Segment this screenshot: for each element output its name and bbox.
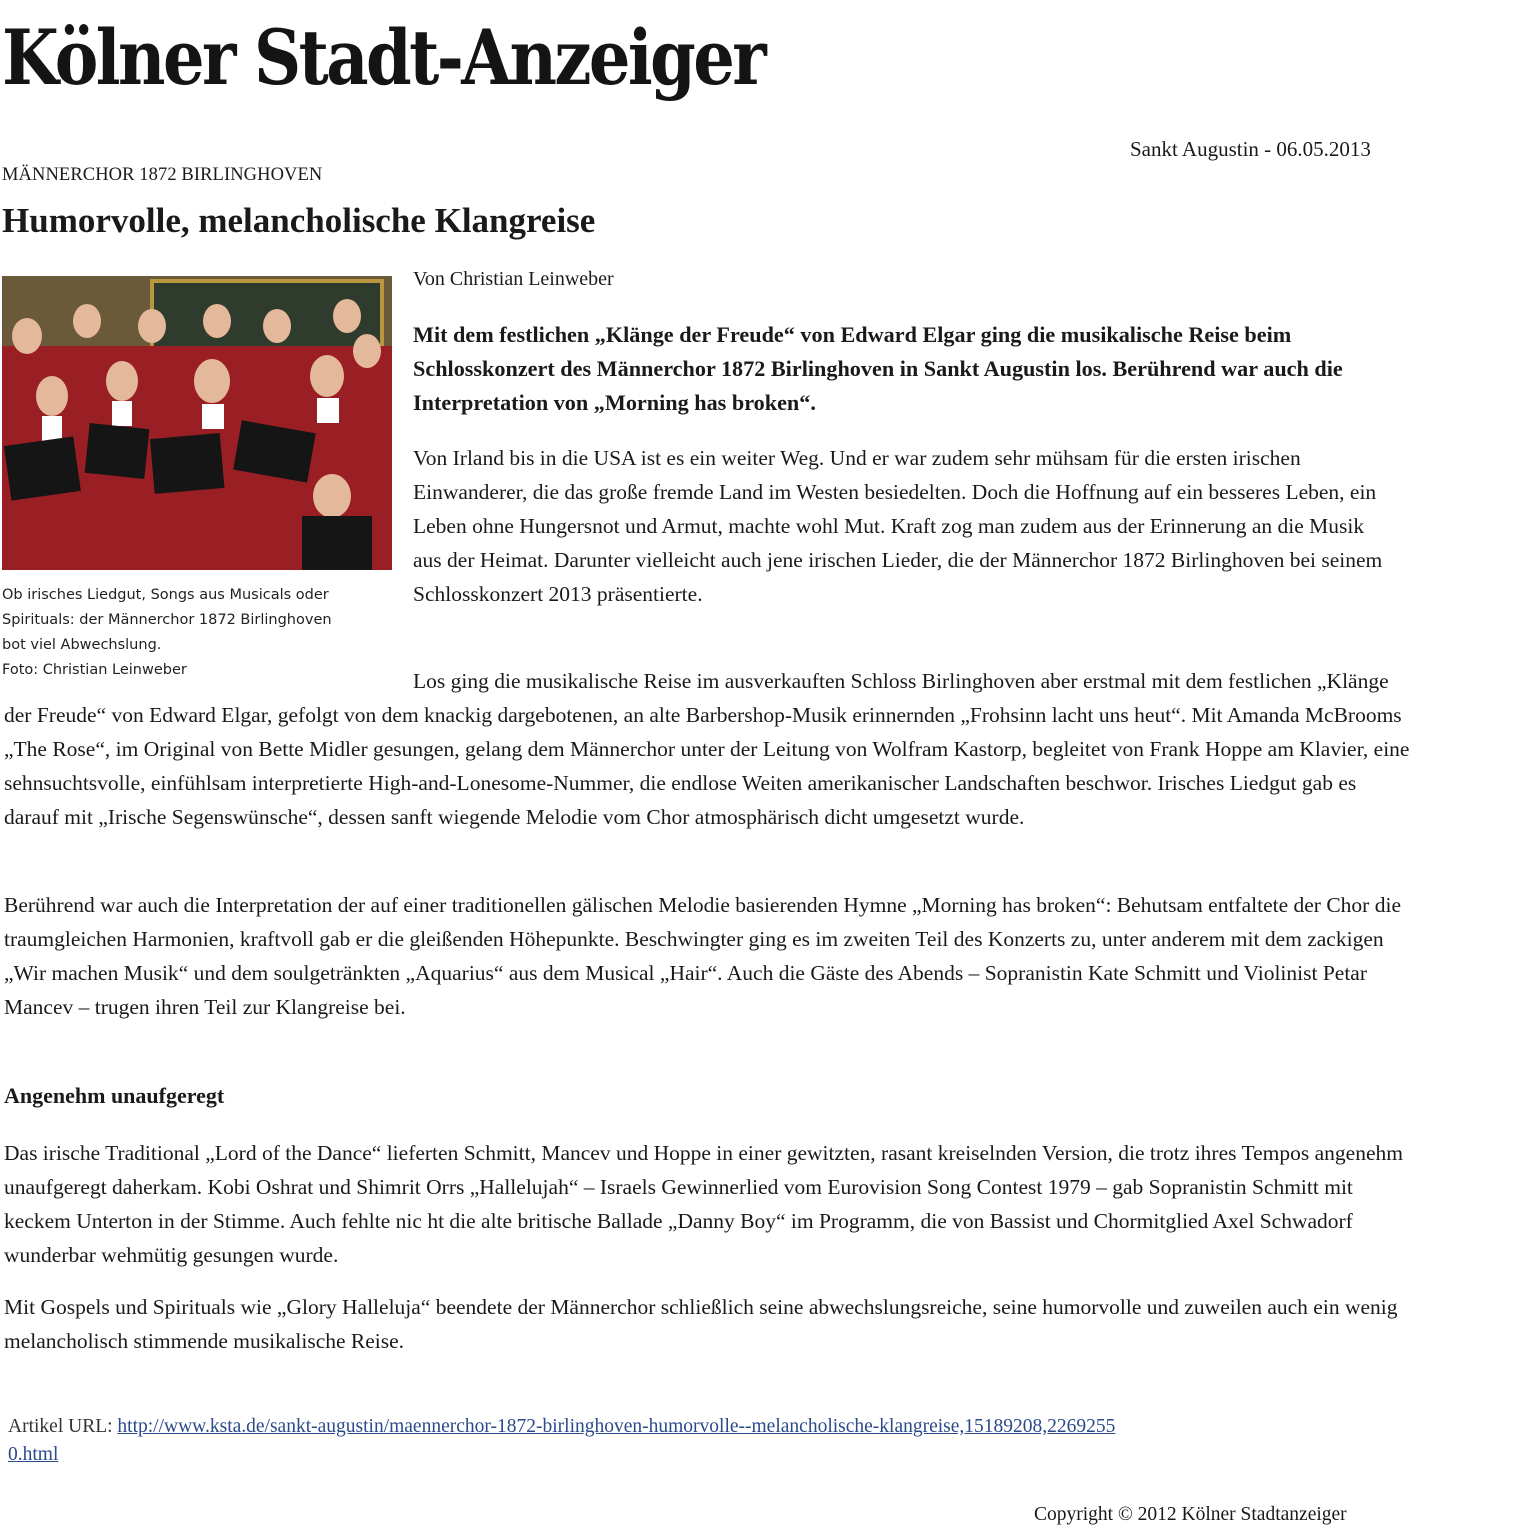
choir-photo-illustration bbox=[2, 276, 392, 570]
article-paragraph: Das irische Traditional „Lord of the Dance“ lieferten Schmitt, Mancev und Hoppe in einer gewitzten, rasant kreiselnden Version, die trotz ihres Tempos angenehm unaufgeregt daherkam. Kobi Oshrat und Shimrit Orrs „Hallelujah“ – Israels Gewinnerlied vom Eurovision Song Contest 1979 – gab Sopranistin Schmitt mit keckem Unterton in der Stimme. Auch fehlte nic ht die alte britische Ballade „Danny Boy“ im Programm, die von Bassist und Chormitglied Axel Schwadorf wunderbar wehmütig gesungen wurde. bbox=[4, 1141, 1403, 1267]
article-paragraph: Berührend war auch die Interpretation der auf einer traditionellen gälischen Melodie basierenden Hymne „Morning has broken“: Behutsam entfaltete der Chor die traumgleichen Harmonien, kraftvoll gab er die gleißenden Höhepunkte. Beschwingter ging es im zweiten Teil des Konzerts zu, unter anderem mit dem zackigen „Wir machen Musik“ und dem soulgetränkten „Aquarius“ aus dem Musical „Hair“. Auch die Gäste des Abends – Sopranistin Kate Schmitt und Violinist Petar Mancev – trugen ihren Teil zur Klangreise bei. bbox=[4, 893, 1401, 1019]
article-paragraph: Von Irland bis in die USA ist es ein weiter Weg. Und er war zudem sehr mühsam für die ersten irischen Einwanderer, die das große fremde Land im Westen besiedelten. Doch die Hoffnung auf ein besseres Leben, ein Leben ohne Hungersnot und Armut, machte wohl Mut. Kraft zog man zudem aus der Erinnerung an die Musik aus der Heimat. Darunter vielleicht auch jene irischen Lieder, die der Männerchor 1872 Birlinghoven bei seinem Schlosskonzert 2013 präsentierte. bbox=[413, 446, 1383, 606]
article-kicker: MÄNNERCHOR 1872 BIRLINGHOVEN bbox=[2, 165, 323, 185]
caption-line: Ob irisches Liedgut, Songs aus Musicals oder bbox=[2, 587, 329, 603]
choir-photo bbox=[2, 276, 392, 570]
article-url-label: Artikel URL: bbox=[8, 1416, 113, 1437]
article-byline: Von Christian Leinweber bbox=[413, 268, 614, 290]
caption-line: bot viel Abwechslung. bbox=[2, 637, 162, 653]
newspaper-masthead: Kölner Stadt-Anzeiger bbox=[2, 13, 765, 102]
copyright-notice: Copyright © 2012 Kölner Stadtanzeiger bbox=[1034, 1504, 1347, 1525]
article-headline: Humorvolle, melancholische Klangreise bbox=[2, 201, 596, 240]
caption-line: Spirituals: der Männerchor 1872 Birlinghoven bbox=[2, 612, 332, 628]
article-url-link[interactable]: http://www.ksta.de/sankt-augustin/maennerchor-1872-birlinghoven-humorvolle--melancholische-klangreise,15189208,22692550.html bbox=[8, 1416, 1116, 1465]
article-paragraph: Los ging die musikalische Reise im ausverkauften Schloss Birlinghoven aber erstmal mit dem festlichen „Klänge der Freude“ von Edward Elgar, gefolgt von dem knackig dargebotenen, an alte Barbershop-Musik erinnernden „Frohsinn lacht uns heut“. Mit Amanda McBrooms „The Rose“, im Original von Bette Midler gesungen, gelang dem Männerchor unter der Leitung von Wolfram Kastorp, begleitet von Frank Hoppe am Klavier, eine sehnsuchtsvolle, einfühlsam interpretierte High-and-Lonesome-Nummer, die endlose Weiten amerikanischer Landschaften beschwor. Irisches Liedgut gab es darauf mit „Irische Segenswünsche“, dessen sanft wiegende Melodie vom Chor atmosphärisch dicht umgesetzt wurde. bbox=[4, 669, 1410, 829]
article-paragraph: Mit Gospels und Spirituals wie „Glory Halleluja“ beendete der Männerchor schließlich seine abwechslungsreiche, seine humorvolle und zuweilen auch ein wenig melancholisch stimmende musikalische Reise. bbox=[4, 1295, 1398, 1353]
article-lead: Mit dem festlichen „Klänge der Freude“ von Edward Elgar ging die musikalische Reise beim Schlosskonzert des Männerchor 1872 Birlinghoven in Sankt Augustin los. Berührend war auch die Interpretation von „Morning has broken“. bbox=[413, 322, 1343, 415]
photo-credit: Foto: Christian Leinweber bbox=[2, 662, 187, 678]
article-subheading: Angenehm unaufgeregt bbox=[4, 1083, 225, 1108]
article-dateline: Sankt Augustin - 06.05.2013 bbox=[1130, 137, 1371, 161]
article-url-block bbox=[8, 1413, 1128, 1469]
